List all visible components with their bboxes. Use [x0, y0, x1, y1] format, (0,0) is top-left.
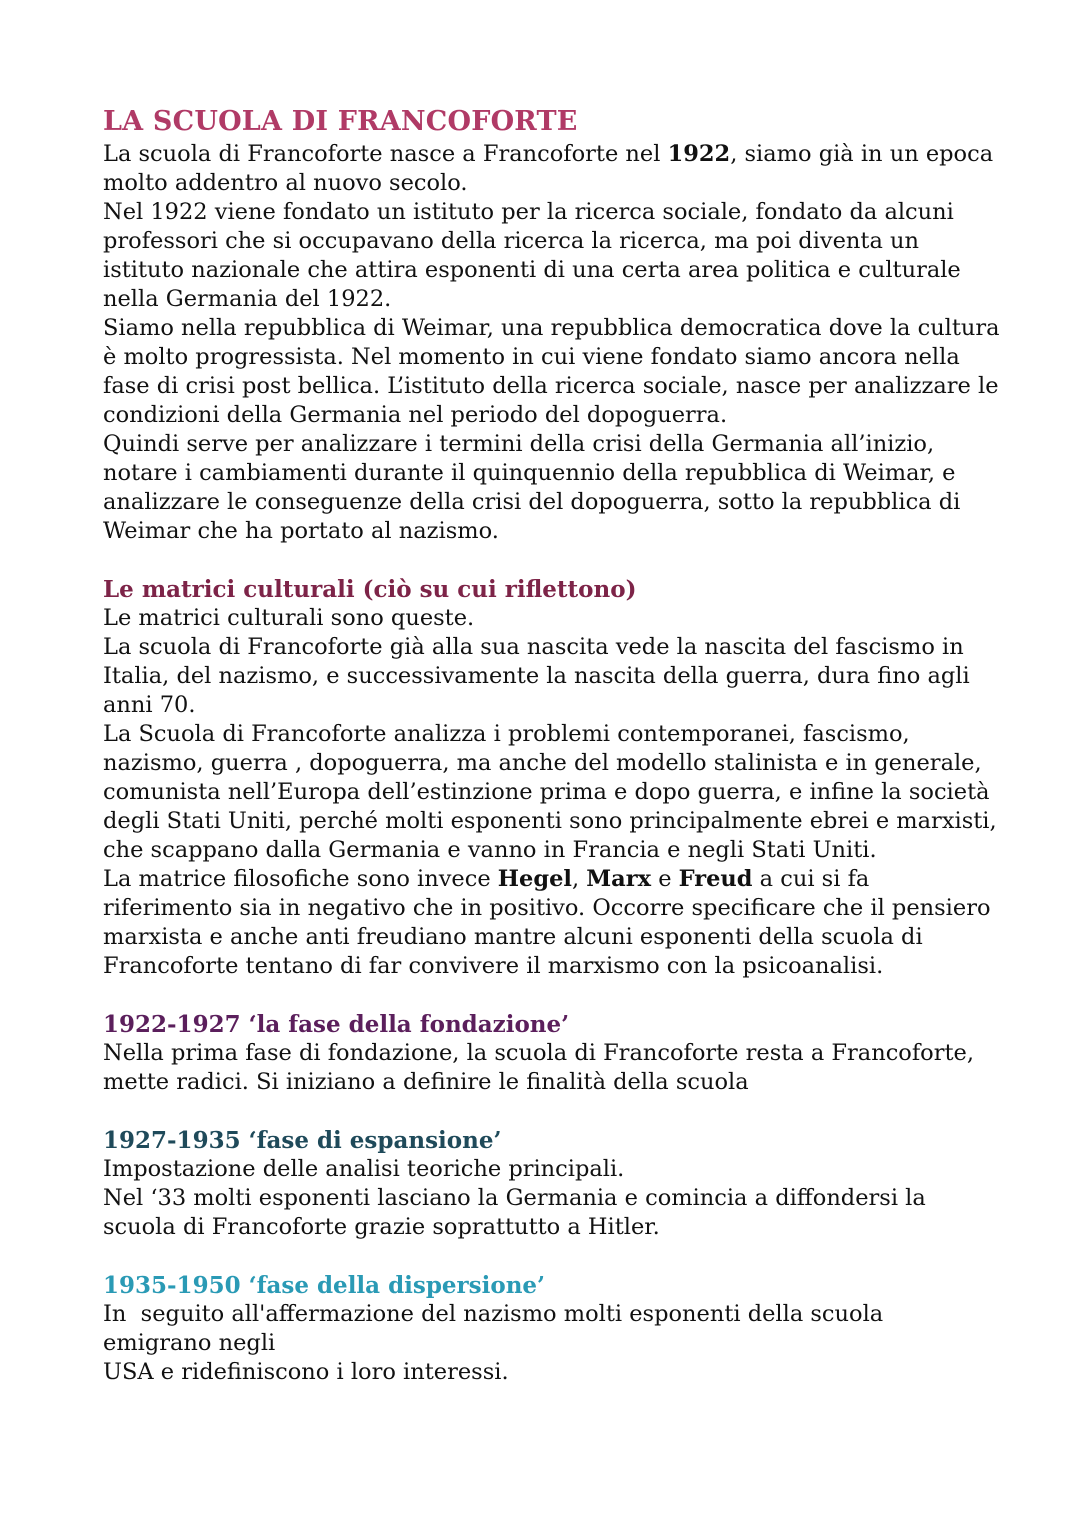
phase3-line-1: In seguito all'affermazione del nazismo molti esponenti della scuola: [103, 1301, 884, 1327]
phase1-heading: 1922-1927 ‘la fase della fondazione’: [103, 1011, 570, 1038]
intro-paragraph-3: Siamo nella repubblica di Weimar, una repubblica democratica dove la cultura è molto progressista. Nel momento in cui viene fondato siamo ancora nella fase di crisi post bellica. L’istituto della ricerca sociale, nasce per analizzare le condizioni della Germania nel periodo del dopoguerra.: [103, 315, 1000, 428]
hegel-bold: Hegel: [497, 866, 572, 892]
intro-paragraph-4: Quindi serve per analizzare i termini della crisi della Germania all’inizio, notare i cambiamenti durante il quinquennio della repubblica di Weimar, e analizzare le conseguenze della crisi del dopoguerra, sotto la repubblica di Weimar che ha portato al nazismo.: [103, 431, 961, 544]
matrici-paragraph-4: La matrice filosofiche sono invece Hegel, Marx e Freud a cui si fa riferimento sia in negativo che in positivo. Occorre specificare che il pensiero marxista e anche anti freudiano mantre alcuni esponenti della scuola di Francoforte tentano di far convivere il marxismo con la psicoanalisi.: [103, 866, 991, 979]
document-page: [103, 104, 1003, 1387]
marx-bold: Marx: [586, 866, 652, 892]
phase1-paragraph: Nella prima fase di fondazione, la scuola di Francoforte resta a Francoforte, mette radici. Si iniziano a definire le finalità della scuola: [103, 1040, 974, 1095]
intro-paragraph-2: Nel 1922 viene fondato un istituto per la ricerca sociale, fondato da alcuni professori che si occupavano della ricerca la ricerca, ma poi diventa un istituto nazionale che attira esponenti di una certa area politica e culturale nella Germania del 1922.: [103, 199, 961, 312]
phase2-paragraph-2: Nel ‘33 molti esponenti lasciano la Germania e comincia a diffondersi la scuola di Francoforte grazie soprattutto a Hitler.: [103, 1185, 926, 1240]
phase3-line-3: USA e ridefiniscono i loro interessi.: [103, 1359, 509, 1385]
section-gap: [103, 546, 1003, 575]
matrici-paragraph-1: Le matrici culturali sono queste.: [103, 605, 475, 631]
phase3-heading: 1935-1950 ‘fase della dispersione’: [103, 1272, 546, 1299]
year-bold: 1922: [667, 141, 731, 167]
freud-bold: Freud: [678, 866, 753, 892]
document-title: LA SCUOLA DI FRANCOFORTE: [103, 106, 578, 137]
phase3-line-2: emigrano negli: [103, 1330, 276, 1356]
matrici-paragraph-2: La scuola di Francoforte già alla sua nascita vede la nascita del fascismo in Italia, del nazismo, e successivamente la nascita della guerra, dura fino agli anni 70.: [103, 634, 970, 718]
matrici-paragraph-3: La Scuola di Francoforte analizza i problemi contemporanei, fascismo, nazismo, guerra , dopoguerra, ma anche del modello stalinista e in generale, comunista nell’Europa dell’estinzione prima e dopo guerra, e infine la società degli Stati Uniti, perché molti esponenti sono principalmente ebrei e marxisti, che scappano dalla Germania e vanno in Francia e negli Stati Uniti.: [103, 721, 997, 863]
intro-paragraph-1: La scuola di Francoforte nasce a Francoforte nel 1922, siamo già in un epoca molto addentro al nuovo secolo.: [103, 141, 994, 196]
section-gap: [103, 981, 1003, 1010]
matrici-heading: Le matrici culturali (ciò su cui riflettono): [103, 576, 637, 603]
section-gap: [103, 1242, 1003, 1271]
phase2-paragraph-1: Impostazione delle analisi teoriche principali.: [103, 1156, 625, 1182]
phase2-heading: 1927-1935 ‘fase di espansione’: [103, 1127, 502, 1154]
section-gap: [103, 1097, 1003, 1126]
